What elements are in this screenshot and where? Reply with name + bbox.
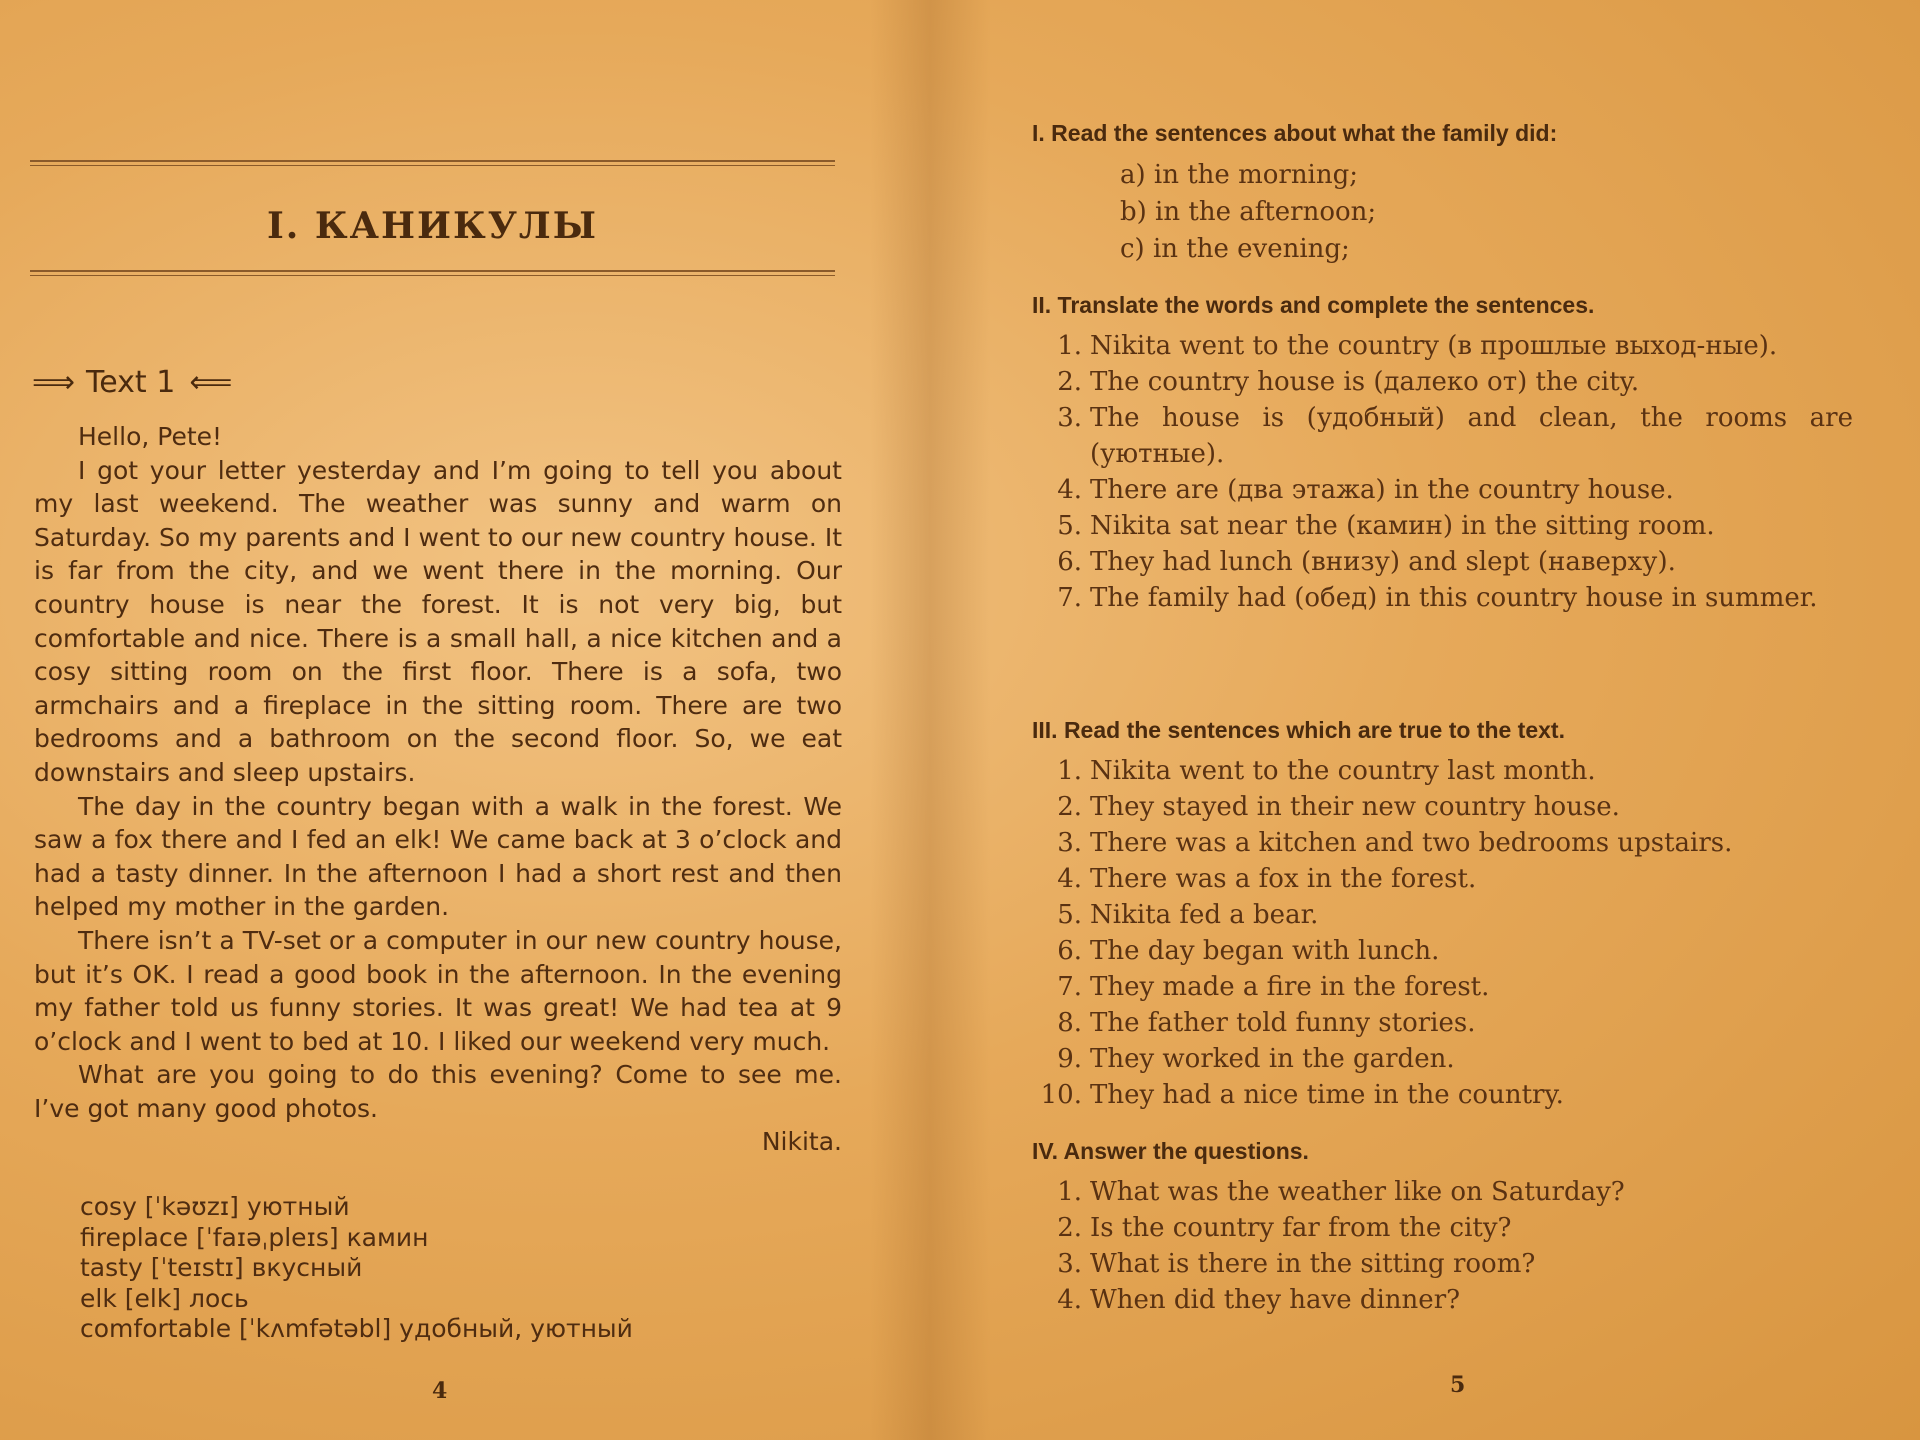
exercise-1-list [1120, 157, 1376, 268]
page-number: 4 [432, 1378, 448, 1404]
list-item [1038, 789, 1853, 825]
exercise-2-heading: II. Translate the words and complete the sentences. [1032, 292, 1595, 318]
item-number: 6. [1057, 547, 1082, 577]
page-number: 5 [1450, 1372, 1466, 1398]
item-number: 4. [1057, 864, 1082, 894]
item-number: 5. [1057, 511, 1082, 541]
item-number: 3. [1057, 828, 1082, 858]
item-text: They made a fire in the forest. [1090, 972, 1490, 1002]
bottom-rule [30, 270, 835, 276]
item-text: The house is (удобный) and clean, the rooms are (уютные). [1090, 403, 1853, 469]
list-item [1038, 1041, 1853, 1077]
item-number: 2. [1057, 367, 1082, 397]
letter-paragraph: The day in the country began with a walk in the forest. We saw a fox there and I fed an elk! We came back at 3 o’clock and had a tasty dinner. In the afternoon I had a short rest and then helped my mother in the garden. [34, 791, 842, 922]
list-item [1038, 472, 1853, 508]
item-number: 4. [1057, 475, 1082, 505]
letter-paragraph: There isn’t a TV-set or a computer in our new country house, but it’s OK. I read a good book in the afternoon. In the evening my father told us funny stories. It was great! We had tea at 9 o’clock and I went to bed at 10. I liked our weekend very much. [34, 925, 842, 1056]
list-item [1038, 544, 1853, 580]
item-number: 7. [1057, 583, 1082, 613]
exercise-4-list [1038, 1174, 1853, 1318]
list-item [1038, 508, 1853, 544]
list-item [1038, 1174, 1853, 1210]
list-item [1038, 1005, 1853, 1041]
item-number: 1. [1057, 1177, 1082, 1207]
list-item [1038, 1077, 1853, 1113]
item-text: When did they have dinner? [1090, 1285, 1461, 1315]
right-page [980, 0, 1920, 1440]
item-text: Nikita sat near the (камин) in the sitting room. [1090, 511, 1715, 541]
item-text: The family had (обед) in this country house in summer. [1090, 583, 1818, 613]
list-item [1038, 1246, 1853, 1282]
item-text: There are (два этажа) in the country house. [1090, 475, 1674, 505]
item-text: There was a fox in the forest. [1090, 864, 1477, 894]
item-number: 6. [1057, 936, 1082, 966]
list-item [1038, 1282, 1853, 1318]
exercise-3-list [1038, 753, 1853, 1113]
list-item [1038, 897, 1853, 933]
item-text: They had a nice time in the country. [1090, 1080, 1564, 1110]
list-item [1038, 753, 1853, 789]
letter-salutation: Hello, Pete! [78, 422, 223, 451]
item-text: What is there in the sitting room? [1090, 1249, 1536, 1279]
item-text: They stayed in their new country house. [1090, 792, 1620, 822]
item-number: 5. [1057, 900, 1082, 930]
item-text: The day began with lunch. [1090, 936, 1440, 966]
item-number: 3. [1057, 403, 1082, 433]
exercise-2-list [1038, 328, 1853, 616]
item-text: The father told funny stories. [1090, 1008, 1476, 1038]
list-item [1038, 400, 1853, 472]
vocab-entry: cosy [ˈkəʊzɪ] уютный [80, 1192, 350, 1221]
item-text: They had lunch (внизу) and slept (наверху). [1090, 547, 1676, 577]
item-number: 2. [1057, 792, 1082, 822]
list-item [1038, 580, 1853, 616]
item-number: 2. [1057, 1213, 1082, 1243]
list-item [1038, 861, 1853, 897]
text-heading-label: Text 1 [86, 365, 176, 400]
item-text: Nikita went to the country last month. [1090, 756, 1596, 786]
list-item [1038, 969, 1853, 1005]
vocab-entry: fireplace [ˈfaɪəˌpleɪs] камин [80, 1222, 429, 1252]
book-gutter [870, 0, 990, 1440]
item-text: Is the country far from the city? [1090, 1213, 1512, 1243]
item-number: 3. [1057, 1249, 1082, 1279]
letter-paragraph: I got your letter yesterday and I’m going to tell you about my last weekend. The weather was sunny and warm on Saturday. So my parents and I went to our new country house. It is far from the city, and we went there in the morning. Our country house is near the forest. It is not very big, but comfortable and nice. There is a small hall, a nice kitchen and a cosy sitting room on the first floor. There is a sofa, two armchairs and a fireplace in the sitting room. There are two bedrooms and a bathroom on the second floor. So, we eat downstairs and sleep upstairs. [34, 455, 842, 787]
vocab-entry: elk [elk] лось [80, 1283, 249, 1313]
list-item [1038, 364, 1853, 400]
list-item: b) in the afternoon; [1120, 197, 1377, 227]
list-item: c) in the evening; [1120, 234, 1350, 264]
text-heading [32, 365, 229, 400]
exercise-3-heading: III. Read the sentences which are true to the text. [1032, 717, 1565, 743]
item-text: The country house is (далеко от) the city. [1090, 367, 1640, 397]
left-arrow-icon: ⟸ [189, 365, 230, 400]
item-number: 7. [1057, 972, 1082, 1002]
right-arrow-icon: ⟹ [32, 365, 73, 400]
letter-signature: Nikita. [761, 1127, 842, 1157]
item-number: 1. [1057, 756, 1082, 786]
item-text: There was a kitchen and two bedrooms upstairs. [1090, 828, 1733, 858]
item-number: 4. [1057, 1285, 1082, 1315]
list-item [1038, 1210, 1853, 1246]
list-item: a) in the morning; [1120, 160, 1359, 190]
list-item [1038, 825, 1853, 861]
letter-paragraph: What are you going to do this evening? Come to see me. I’ve got many good photos. [34, 1060, 842, 1123]
item-text: They worked in the garden. [1090, 1044, 1455, 1074]
list-item [1038, 328, 1853, 364]
vocab-entry: comfortable [ˈkʌmfətəbl] удобный, уютный [80, 1314, 633, 1343]
item-number: 1. [1057, 331, 1082, 361]
item-text: What was the weather like on Saturday? [1090, 1177, 1625, 1207]
exercise-1-heading: I. Read the sentences about what the family did: [1032, 120, 1558, 146]
item-text: Nikita fed a bear. [1090, 900, 1319, 930]
list-item [1038, 933, 1853, 969]
top-rule [30, 160, 835, 166]
chapter-title: I. КАНИКУЛЫ [266, 205, 599, 247]
item-number: 9. [1057, 1044, 1082, 1074]
item-text: Nikita went to the country (в прошлые выход-ные). [1090, 331, 1778, 361]
letter-body [34, 420, 842, 1159]
exercise-4-heading: IV. Answer the questions. [1032, 1138, 1309, 1164]
vocab-entry: tasty [ˈteɪstɪ] вкусный [80, 1253, 363, 1282]
item-number: 8. [1057, 1008, 1082, 1038]
item-number: 10. [1040, 1080, 1082, 1110]
vocabulary-list [80, 1192, 840, 1345]
left-page [0, 0, 880, 1440]
